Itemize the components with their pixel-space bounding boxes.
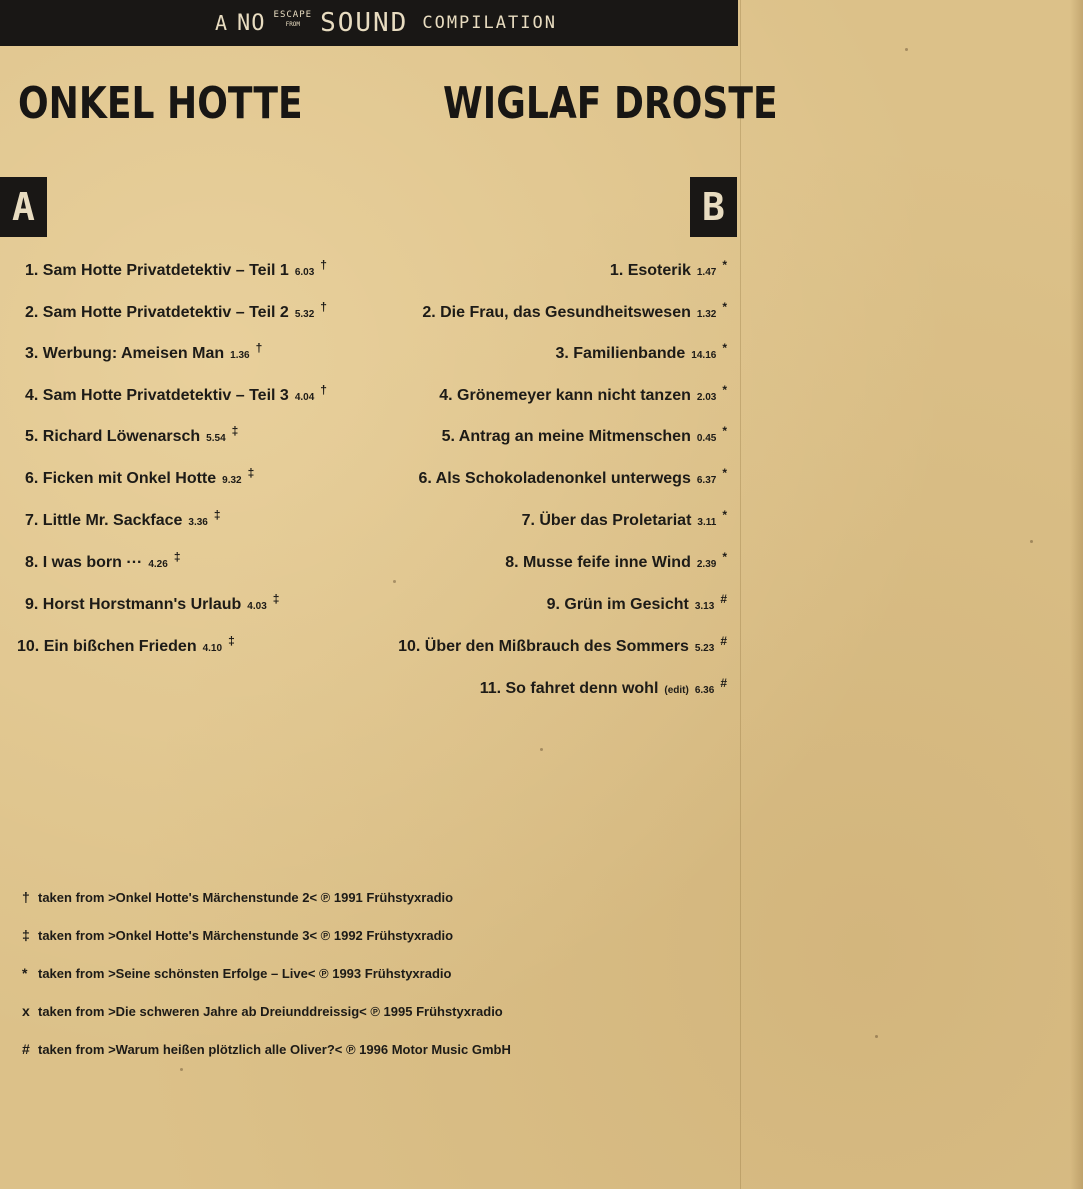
track-b-7 <box>521 508 727 538</box>
track-duration: 4.03 <box>247 601 267 612</box>
track-a-10 <box>17 634 235 664</box>
track-b-3 <box>555 341 727 371</box>
track-a-9 <box>25 592 280 622</box>
track-title: 9. Horst Horstmann's Urlaub <box>25 596 242 613</box>
track-a-7 <box>25 508 221 538</box>
track-duration: 1.36 <box>230 350 250 361</box>
track-title: 8. I was born ··· <box>25 554 143 571</box>
credit-line <box>22 1041 511 1057</box>
credit-line <box>22 927 453 943</box>
paper-speck <box>180 1068 183 1071</box>
track-duration: 6.36 <box>694 685 715 696</box>
track-source-mark: # <box>720 592 727 606</box>
credit-text: taken from >Warum heißen plötzlich alle Oliver?< ℗ 1996 Motor Music GmbH <box>38 1042 511 1057</box>
header-escape <box>274 11 313 29</box>
track-title: 7. Little Mr. Sackface <box>25 512 183 529</box>
track-title: 9. Grün im Gesicht <box>546 596 689 613</box>
track-a-1 <box>25 258 327 288</box>
track-title: 8. Musse feife inne Wind <box>505 554 691 571</box>
track-title: 3. Familienbande <box>555 345 686 362</box>
track-source-mark: * <box>722 258 727 272</box>
track-duration: 0.45 <box>696 433 717 444</box>
credit-line <box>22 1003 503 1019</box>
track-b-6 <box>418 466 727 496</box>
track-a-5 <box>25 424 239 454</box>
track-a-8 <box>25 550 181 580</box>
track-duration: 3.36 <box>188 517 208 528</box>
track-title: 2. Die Frau, das Gesundheitswesen <box>422 304 691 321</box>
header-escape-word: ESCAPE <box>273 10 313 20</box>
track-duration: 6.03 <box>294 267 315 278</box>
track-edit-note: (edit) <box>664 685 689 696</box>
track-source-mark: † <box>255 341 263 355</box>
track-duration: 1.47 <box>696 267 717 278</box>
credit-line <box>22 889 453 905</box>
fold-crease <box>740 0 741 1189</box>
track-title: 4. Sam Hotte Privatdetektiv – Teil 3 <box>25 387 289 404</box>
artist-side-a: ONKEL HOTTE <box>18 78 303 129</box>
header-prefix: A <box>215 11 230 35</box>
track-duration: 4.26 <box>148 559 168 570</box>
track-source-mark: ‡ <box>231 424 239 438</box>
track-duration: 4.04 <box>294 392 315 403</box>
track-source-mark: * <box>722 341 727 355</box>
track-duration: 2.03 <box>696 392 717 403</box>
track-duration: 5.23 <box>694 643 715 654</box>
track-title: 1. Esoterik <box>609 262 691 279</box>
track-source-mark: † <box>320 383 327 397</box>
track-b-2 <box>422 300 727 330</box>
track-title: 5. Antrag an meine Mitmenschen <box>441 428 691 445</box>
side-b-badge: B <box>690 177 737 237</box>
paper-speck <box>393 580 396 583</box>
track-source-mark: * <box>722 424 727 438</box>
track-source-mark: ‡ <box>173 550 181 564</box>
track-title: 3. Werbung: Ameisen Man <box>25 345 225 362</box>
track-b-4 <box>439 383 727 413</box>
track-duration: 5.32 <box>294 309 315 320</box>
track-source-mark: ‡ <box>228 634 235 648</box>
credit-symbol: ‡ <box>22 927 30 943</box>
credit-symbol: x <box>22 1003 30 1019</box>
track-title: 7. Über das Proletariat <box>521 512 692 529</box>
header-no: NO <box>237 10 266 36</box>
track-b-5 <box>441 424 727 454</box>
track-a-6 <box>25 466 255 496</box>
paper-speck <box>905 48 908 51</box>
track-source-mark: ‡ <box>213 508 221 522</box>
track-title: 10. Über den Mißbrauch des Sommers <box>398 638 689 655</box>
paper-speck <box>540 748 543 751</box>
track-b-1 <box>609 258 727 288</box>
track-a-3 <box>25 341 263 371</box>
track-source-mark: ‡ <box>247 466 255 480</box>
header-compilation: COMPILATION <box>422 13 557 33</box>
track-source-mark: ‡ <box>272 592 280 606</box>
track-title: 4. Grönemeyer kann nicht tanzen <box>439 387 691 404</box>
track-source-mark: † <box>320 258 327 272</box>
credit-line <box>22 965 451 981</box>
credit-text: taken from >Die schweren Jahre ab Dreiunddreissig< ℗ 1995 Frühstyxradio <box>38 1004 503 1019</box>
compilation-header <box>0 0 738 46</box>
track-source-mark: * <box>722 466 727 480</box>
track-a-4 <box>25 383 327 413</box>
track-duration: 3.11 <box>697 517 717 528</box>
track-b-10 <box>398 634 727 664</box>
track-duration: 6.37 <box>696 475 717 486</box>
track-b-9 <box>546 592 727 622</box>
track-duration: 1.32 <box>696 309 717 320</box>
compilation-label <box>215 4 557 42</box>
track-source-mark: * <box>722 508 727 522</box>
track-duration: 9.32 <box>222 475 242 486</box>
credit-symbol: * <box>22 965 28 981</box>
track-source-mark: # <box>720 676 727 690</box>
side-a-badge: A <box>0 177 47 237</box>
credit-text: taken from >Seine schönsten Erfolge – Live< ℗ 1993 Frühstyxradio <box>38 966 452 981</box>
credit-symbol: † <box>22 889 30 905</box>
track-title: 10. Ein bißchen Frieden <box>17 638 197 655</box>
header-sound: SOUND <box>320 8 409 38</box>
track-duration: 3.13 <box>694 601 715 612</box>
track-source-mark: * <box>722 550 727 564</box>
track-a-2 <box>25 300 327 330</box>
track-duration: 2.39 <box>696 559 717 570</box>
track-title: 2. Sam Hotte Privatdetektiv – Teil 2 <box>25 304 289 321</box>
credit-symbol: # <box>22 1041 30 1057</box>
track-title: 5. Richard Löwenarsch <box>25 428 201 445</box>
credit-text: taken from >Onkel Hotte's Märchenstunde 2< ℗ 1991 Frühstyxradio <box>38 890 454 905</box>
track-duration: 5.54 <box>206 433 226 444</box>
track-title: 6. Ficken mit Onkel Hotte <box>25 470 217 487</box>
track-b-11 <box>479 676 727 706</box>
track-source-mark: * <box>722 300 727 314</box>
paper-speck <box>1030 540 1033 543</box>
track-source-mark: # <box>720 634 727 648</box>
artist-side-b: WIGLAF DROSTE <box>443 78 778 129</box>
track-title: 11. So fahret denn wohl <box>479 680 659 697</box>
track-source-mark: * <box>722 383 727 397</box>
paper-speck <box>875 1035 878 1038</box>
track-title: 1. Sam Hotte Privatdetektiv – Teil 1 <box>25 262 289 279</box>
track-source-mark: † <box>320 300 327 314</box>
credit-text: taken from >Onkel Hotte's Märchenstunde 3< ℗ 1992 Frühstyxradio <box>38 928 454 943</box>
track-duration: 14.16 <box>691 350 717 361</box>
track-duration: 4.10 <box>202 643 223 654</box>
header-from-word: FROM <box>285 21 301 28</box>
paper-edge <box>1070 0 1083 1189</box>
track-title: 6. Als Schokoladenonkel unterwegs <box>418 470 691 487</box>
track-b-8 <box>505 550 727 580</box>
